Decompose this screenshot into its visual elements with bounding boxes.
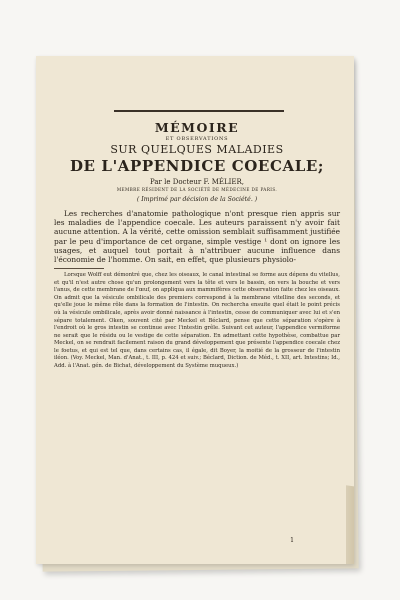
page-edge: [346, 485, 354, 564]
title: MÉMOIRE: [154, 120, 240, 135]
document-header: [54, 120, 340, 203]
author-title: MEMBRE RÉSIDENT DE LA SOCIÉTÉ DE MÉDECINE DE PARIS.: [116, 187, 278, 192]
subtitle-small: ET OBSERVATIONS: [165, 136, 229, 142]
title-line-3: DE L'APPENDICE COECALE;: [69, 157, 325, 175]
page-number: 1: [290, 537, 294, 544]
footnote: Lorsque Wolff eut démontré que, chez les oiseaux, le canal intestinal se forme aux dépens du vitellus, et qu'il n'est autre chose qu'un prolongement vers la tête et vers le bassin, on vers la bouche et vers l'anus, de cette membrane de l'œuf, on appliqua aux mammifères cette observation faite chez les oiseaux. On admit que la vésicule ombilicale des premiers correspond à la membrane vitelline des seconds, et qu'elle joue le même rôle dans la formation de l'intestin. On rechercha ensuite quel était le point précis où la vésicule ombilicale, après avoir donné naissance à l'intestin, cesse de communiquer avec lui et s'en sépare totalement. Oken, souvent cité par Meckel et Béclard, pense que cette séparation s'opère à l'endroit où le gros intestin se continue avec l'intestin grêle. Suivant cet auteur, l'appendice vermiforme ne serait que le résidu ou le vestige de cette séparation. En admettant cette hypothèse, combattue par Meckel, on se rendrait facilement raison du grand développement que présente l'appendice coecale chez le foetus, et qui est tel que, dans certains cas, il égale, dit Boyer, la moitié de la grosseur de l'intestin iléon. (Voy. Meckel, Man. d'Anat., t. III, p. 424 et suiv.; Béclard, Diction. de Méd., t. XII, art. Intestins; Id., Add. à l'Anat. gén. de Bichat, développement du Système muqueux.): [54, 272, 340, 369]
top-rule: [114, 110, 284, 112]
author: Par le Docteur F. MÉLIER,: [149, 178, 245, 186]
printing-decision: ( Imprimé par décision de la Société. ): [136, 196, 258, 203]
document-page: [36, 56, 354, 564]
footnote-rule: [54, 268, 104, 269]
title-line-2: SUR QUELQUES MALADIES: [110, 143, 284, 156]
body-paragraph: Les recherches d'anatomie pathologique n'ont presque rien appris sur les maladies de l'appendice coecale. Les auteurs paraissent n'y avoir fait aucune attention. A la vérité, cette omission semblait suffisamment justifiée par le peu d'importance de cet organe, simple vestige ¹ dont on ignore les usages, et auquel tout portait à n'attribuer aucune influence dans l'économie de l'homme. On sait, en effet, que plusieurs physiolo-: [54, 209, 340, 265]
